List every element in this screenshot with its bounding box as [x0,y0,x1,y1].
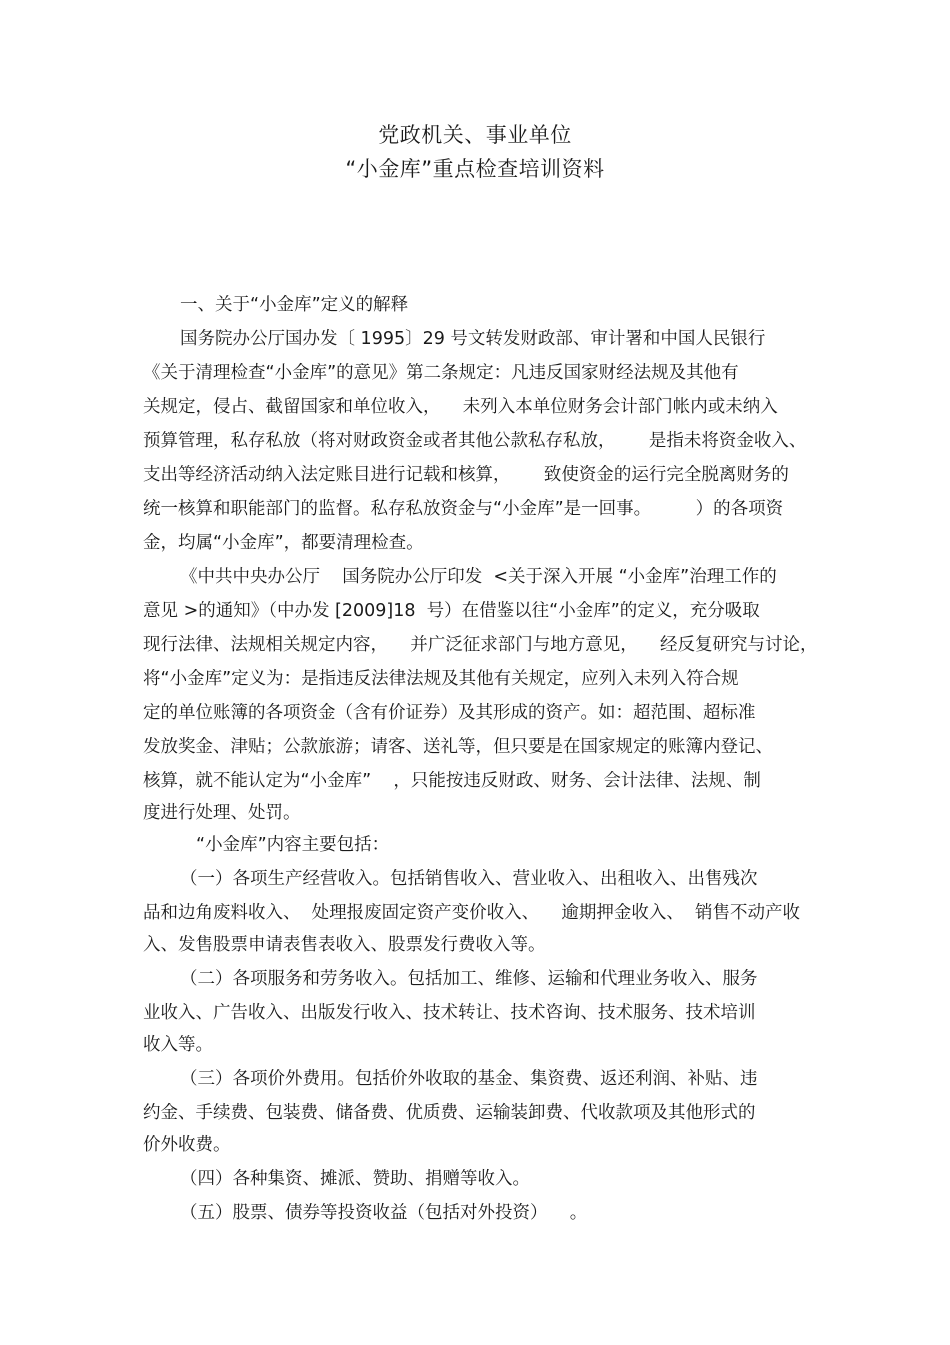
body-line: （四）各种集资、摊派、赞助、捐赠等收入。 [180,1169,530,1189]
body-line: 意见 >的通知》（中办发 [2009]18 号）在借鉴以往“小金库”的定义，充分吸取 [143,601,760,621]
document-title-line-2: “小金库”重点检查培训资料 [345,157,605,181]
body-line: 国务院办公厅国办发〔 1995〕29 号文转发财政部、审计署和中国人民银行 [180,329,766,349]
body-line: 关规定，侵占、截留国家和单位收入， 未列入本单位财务会计部门帐内或未纳入 [143,397,778,417]
body-line: 《中共中央办公厅 国务院办公厅印发 <关于深入开展 “小金库”治理工作的 [180,567,777,587]
document-title-line-1: 党政机关、事业单位 [378,123,572,147]
body-line: “小金库”内容主要包括： [196,835,390,855]
section-heading: 一、关于“小金库”定义的解释 [180,295,409,315]
body-line: 发放奖金、津贴；公款旅游；请客、送礼等，但只要是在国家规定的账簿内登记、 [143,737,773,757]
body-line: （五）股票、债券等投资收益（包括对外投资） 。 [180,1203,588,1223]
body-line: 价外收费。 [143,1135,231,1155]
body-line: 现行法律、法规相关规定内容， 并广泛征求部门与地方意见， 经反复研究与讨论， [143,635,818,655]
body-line: 约金、手续费、包装费、储备费、优质费、运输装卸费、代收款项及其他形式的 [143,1103,756,1123]
body-line: 度进行处理、处罚。 [143,803,301,823]
body-line: 金，均属“小金库”，都要清理检查。 [143,533,424,553]
body-line: 《关于清理检查“小金库”的意见》第二条规定：凡违反国家财经法规及其他有 [143,363,739,383]
body-line: 预算管理，私存私放（将对财政资金或者其他公款私存私放， 是指未将资金收入、 [143,431,807,451]
body-line: 支出等经济活动纳入法定账目进行记载和核算， 致使资金的运行完全脱离财务的 [143,465,789,485]
body-line: 将“小金库”定义为：是指违反法律法规及其他有关规定，应列入未列入符合规 [143,669,739,689]
body-line: （三）各项价外费用。包括价外收取的基金、集资费、返还利润、补贴、违 [180,1069,758,1089]
body-line: 品和边角废料收入、 处理报废固定资产变价收入、 逾期押金收入、 销售不动产收 [143,903,800,923]
body-line: 核算，就不能认定为“小金库” ，只能按违反财政、财务、会计法律、法规、制 [143,771,761,791]
body-line: 统一核算和职能部门的监督。私存私放资金与“小金库”是一回事。 ）的各项资 [143,499,784,519]
body-line: （一）各项生产经营收入。包括销售收入、营业收入、出租收入、出售残次 [180,869,758,889]
body-line: 收入等。 [143,1035,213,1055]
body-line: 入、发售股票申请表售表收入、股票发行费收入等。 [143,935,546,955]
body-line: （二）各项服务和劳务收入。包括加工、维修、运输和代理业务收入、服务 [180,969,758,989]
body-line: 业收入、广告收入、出版发行收入、技术转让、技术咨询、技术服务、技术培训 [143,1003,756,1023]
body-line: 定的单位账簿的各项资金（含有价证券）及其形成的资产。如：超范围、超标准 [143,703,756,723]
